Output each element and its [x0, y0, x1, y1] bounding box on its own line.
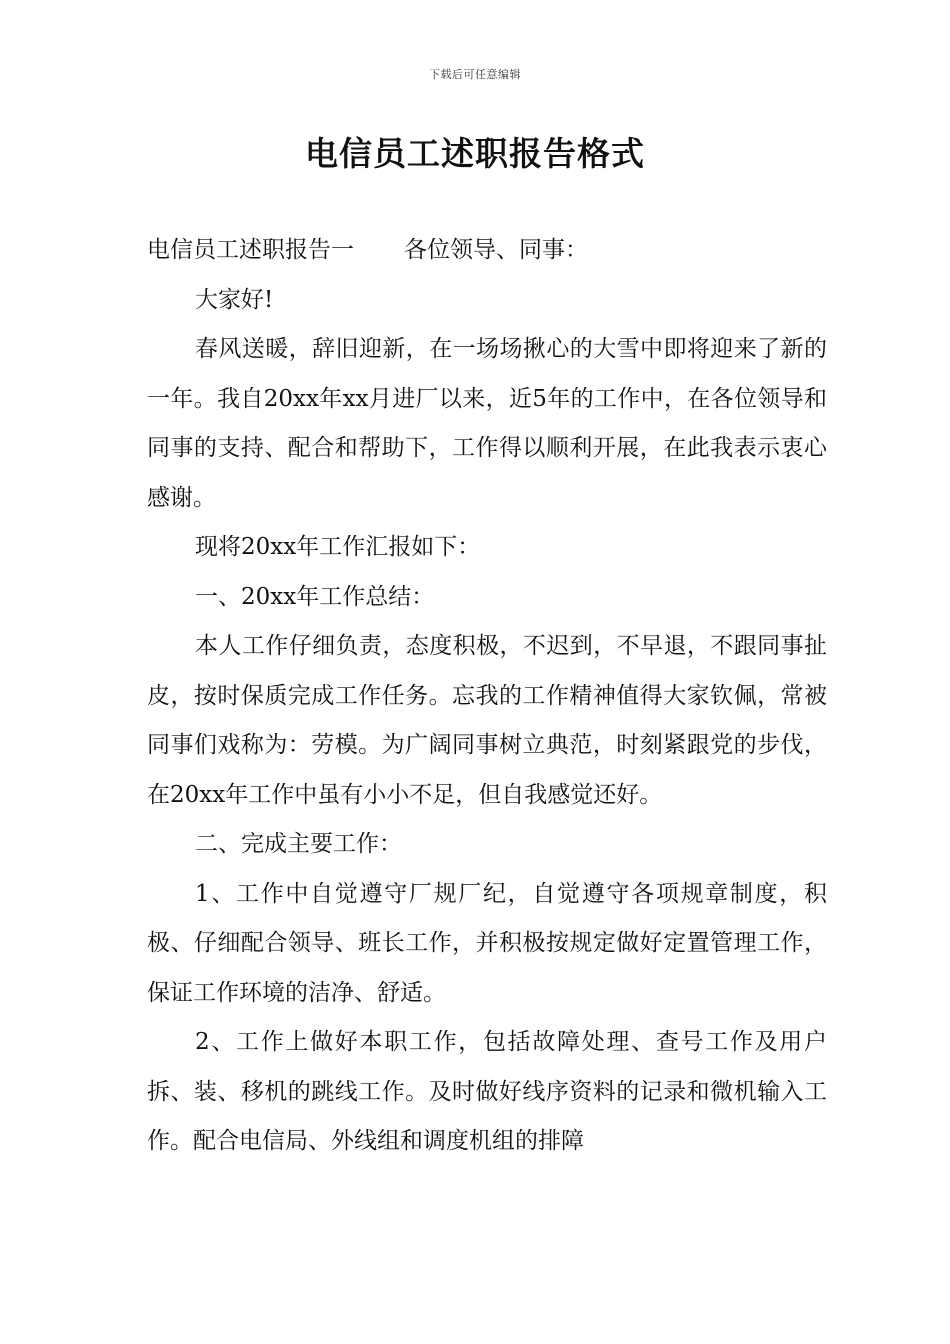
paragraph-greeting: 大家好! [195, 286, 274, 313]
paragraph-item-2: 2、工作上做好本职工作，包括故障处理、查号工作及用户拆、装、移机的跳线工作。及时做好线序资料的记录和微机输入工作。配合电信局、外线组和调度机组的排障 [147, 1029, 827, 1154]
paragraph-summary: 本人工作仔细负责，态度积极，不迟到，不早退，不跟同事扯皮，按时保质完成工作任务。忘我的工作精神值得大家钦佩，常被同事们戏称为：劳模。为广阔同事树立典范，时刻紧跟党的步伐，在20xx年工作中虽有小小不足，但自我感觉还好。 [147, 633, 827, 808]
document-title: 电信员工述职报告格式 [305, 134, 645, 173]
paragraph-intro: 春风送暖，辞旧迎新，在一场场揪心的大雪中即将迎来了新的一年。我自20xx年xx月进厂以来，近5年的工作中，在各位领导和同事的支持、配合和帮助下，工作得以顺利开展，在此我表示衷心感谢。 [147, 336, 827, 511]
section-heading-summary: 一、20xx年工作总结： [195, 583, 435, 610]
section-heading-main-work: 二、完成主要工作： [195, 831, 402, 857]
paragraph-report-lead: 现将20xx年工作汇报如下： [195, 534, 481, 560]
salutation: 各位领导、同事： [404, 237, 588, 263]
header-note: 下载后可任意编辑 [429, 68, 521, 81]
report-heading: 电信员工述职报告一 [147, 237, 354, 263]
document-body [147, 226, 827, 1167]
paragraph-item-1: 1、工作中自觉遵守厂规厂纪，自觉遵守各项规章制度，积极、仔细配合领导、班长工作，并积极按规定做好定置管理工作，保证工作环境的洁净、舒适。 [147, 880, 827, 1006]
opening-line [147, 226, 827, 276]
